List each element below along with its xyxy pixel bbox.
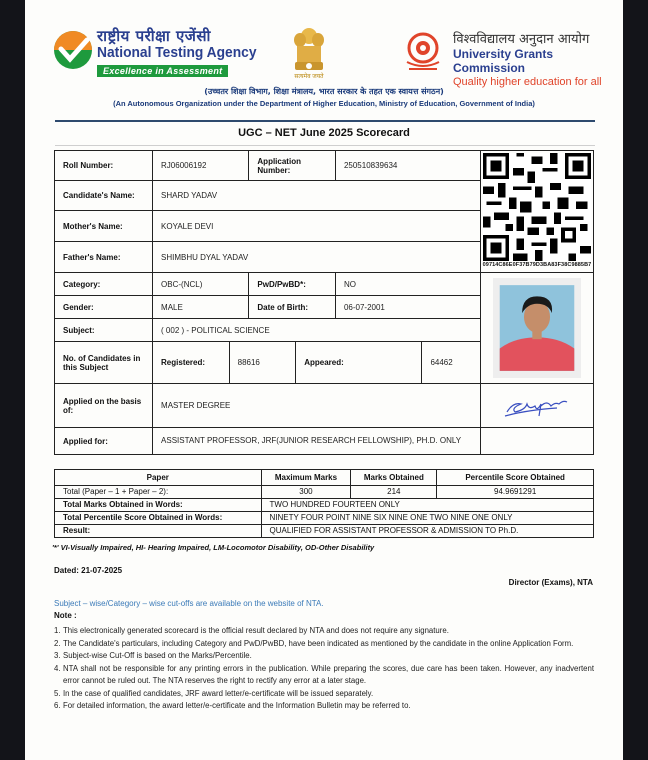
list-item xyxy=(54,650,594,663)
director-signatory: Director (Exams), NTA xyxy=(508,578,593,587)
subtitle-hindi: (उच्चतर शिक्षा विभाग, शिक्षा मंत्रालय, भारत सरकार के तहत एक स्वायत्त संगठन) xyxy=(204,87,444,96)
max-marks-value: 300 xyxy=(261,486,351,499)
scorecard-page xyxy=(25,0,623,760)
signature-cell xyxy=(480,384,593,428)
marks-words-label: Total Marks Obtained in Words: xyxy=(55,499,262,512)
header-paper: Paper xyxy=(55,470,262,486)
qr-code-cell xyxy=(480,151,593,273)
candidate-name-value: SHARD YADAV xyxy=(153,181,481,211)
dob-label: Date of Birth: xyxy=(249,296,336,319)
note-number: 1. xyxy=(54,626,61,635)
table-row xyxy=(55,525,594,538)
note-number: 2. xyxy=(54,638,61,648)
note-text: NTA shall not be responsible for any printing errors in the publication. While preparing the scores, due care has been taken. However, any inadvertent error cannot be ruled out. The NTA reserves the right to rectify any error at a later stage. xyxy=(63,663,594,685)
note-heading: Note : xyxy=(54,611,77,620)
percentile-words-value: NINETY FOUR POINT NINE SIX NINE ONE TWO NINE ONE ONLY xyxy=(261,512,593,525)
subtitle-english: (An Autonomous Organization under the Department of Higher Education, Ministry of Education, Government of India) xyxy=(113,99,535,108)
marks-table xyxy=(54,469,594,538)
percentile-words-label: Total Percentile Score Obtained in Words: xyxy=(55,512,262,525)
registered-value: 88616 xyxy=(229,342,296,384)
subject-value: ( 002 ) - POLITICAL SCIENCE xyxy=(153,319,481,342)
basis-value: MASTER DEGREE xyxy=(153,384,481,428)
marks-words-value: TWO HUNDRED FOURTEEN ONLY xyxy=(261,499,593,512)
mother-name-label: Mother's Name: xyxy=(55,211,153,242)
table-row xyxy=(55,499,594,512)
pwd-footnote: '*' VI-Visually Impaired, HI- Hearing Impaired, LM-Locomotor Disability, OD-Other Disability xyxy=(52,543,375,552)
page-title: UGC – NET June 2025 Scorecard xyxy=(238,127,410,139)
candidate-signature xyxy=(497,390,577,420)
pwd-value: NO xyxy=(335,273,480,296)
roll-number-label: Roll Number: xyxy=(55,151,153,181)
candidate-photo xyxy=(493,278,581,378)
nta-tagline: Excellence in Assessment xyxy=(97,65,228,77)
header-marks-obtained: Marks Obtained xyxy=(351,470,437,486)
note-text: Subject-wise Cut-Off is based on the Marks/Percentile. xyxy=(63,651,252,660)
note-number: 6. xyxy=(54,701,61,710)
ugc-logo-icon xyxy=(403,30,443,74)
gender-label: Gender: xyxy=(55,296,153,319)
nta-english-name: National Testing Agency xyxy=(97,44,257,61)
roll-number-value: RJ06006192 xyxy=(153,151,249,181)
header-percentile: Percentile Score Obtained xyxy=(437,470,594,486)
empty-cell xyxy=(480,428,593,455)
application-number-label: Application Number: xyxy=(249,151,336,181)
basis-label: Applied on the basis of: xyxy=(55,384,153,428)
mother-name-value: KOYALE DEVI xyxy=(153,211,481,242)
qr-code-text: 09714C86E0F37B79D3BA83F38C9885B7 xyxy=(482,262,592,268)
subject-label: Subject: xyxy=(55,319,153,342)
nta-hindi-name: राष्ट्रीय परीक्षा एजेंसी xyxy=(97,27,211,45)
note-text: The Candidate's particulars, including Category and PwD/PwBD, have been indicated as mentioned by the candidate in the online Application Form. xyxy=(63,638,574,648)
list-item xyxy=(54,663,594,688)
list-item xyxy=(54,625,594,638)
nta-wordmark xyxy=(97,28,270,79)
header-divider xyxy=(55,120,595,122)
notes-list xyxy=(54,625,594,713)
applied-for-value: ASSISTANT PROFESSOR, JRF(JUNIOR RESEARCH FELLOWSHIP), PH.D. ONLY xyxy=(153,428,481,455)
candidates-count-label: No. of Candidates in this Subject xyxy=(55,342,153,384)
gender-value: MALE xyxy=(153,296,249,319)
percentile-value: 94.9691291 xyxy=(437,486,594,499)
list-item xyxy=(54,700,594,713)
father-name-value: SHIMBHU DYAL YADAV xyxy=(153,242,481,273)
emblem-motto: सत्यमेव जयते xyxy=(294,74,324,80)
ugc-hindi-name: विश्वविद्यालय अनुदान आयोग xyxy=(453,32,590,47)
note-text: For detailed information, the award letter/e-certificate and the Information Bulletin may be referred to. xyxy=(63,701,411,710)
result-label: Result: xyxy=(55,525,262,538)
cutoff-note: Subject – wise/Category – wise cut-offs are available on the website of NTA. xyxy=(54,599,324,608)
table-row xyxy=(55,486,594,499)
total-label: Total (Paper – 1 + Paper – 2): xyxy=(55,486,262,499)
category-label: Category: xyxy=(55,273,153,296)
nta-logo-icon xyxy=(53,30,93,70)
title-divider xyxy=(55,145,595,146)
dob-value: 06-07-2001 xyxy=(335,296,480,319)
application-number-value: 250510839634 xyxy=(335,151,480,181)
registered-label: Registered: xyxy=(153,342,230,384)
table-row xyxy=(55,512,594,525)
marks-obtained-value: 214 xyxy=(351,486,437,499)
appeared-value: 64462 xyxy=(422,342,481,384)
ugc-english-name: University Grants Commission xyxy=(453,47,554,75)
father-name-label: Father's Name: xyxy=(55,242,153,273)
ugc-tagline: Quality higher education for all xyxy=(453,76,602,88)
list-item xyxy=(54,688,594,701)
candidate-name-label: Candidate's Name: xyxy=(55,181,153,211)
qr-code-icon xyxy=(481,153,593,261)
note-text: In the case of qualified candidates, JRF award letter/e-certificate will be issued separately. xyxy=(63,688,374,698)
result-value: QUALIFIED FOR ASSISTANT PROFESSOR & ADMISSION TO Ph.D. xyxy=(261,525,593,538)
note-number: 4. xyxy=(54,663,61,673)
ugc-wordmark xyxy=(453,32,623,89)
header-maximum-marks: Maximum Marks xyxy=(261,470,351,486)
pwd-label: PwD/PwBD*: xyxy=(249,273,336,296)
list-item xyxy=(54,638,594,651)
dated: Dated: 21-07-2025 xyxy=(54,566,123,575)
header xyxy=(25,0,623,115)
note-text: This electronically generated scorecard is the official result declared by NTA and does not require any signature. xyxy=(63,626,449,635)
note-number: 5. xyxy=(54,688,61,698)
photo-cell xyxy=(480,273,593,384)
category-value: OBC-(NCL) xyxy=(153,273,249,296)
applied-for-label: Applied for: xyxy=(55,428,153,455)
note-number: 3. xyxy=(54,651,61,660)
candidate-info-table xyxy=(54,150,594,455)
appeared-label: Appeared: xyxy=(296,342,422,384)
